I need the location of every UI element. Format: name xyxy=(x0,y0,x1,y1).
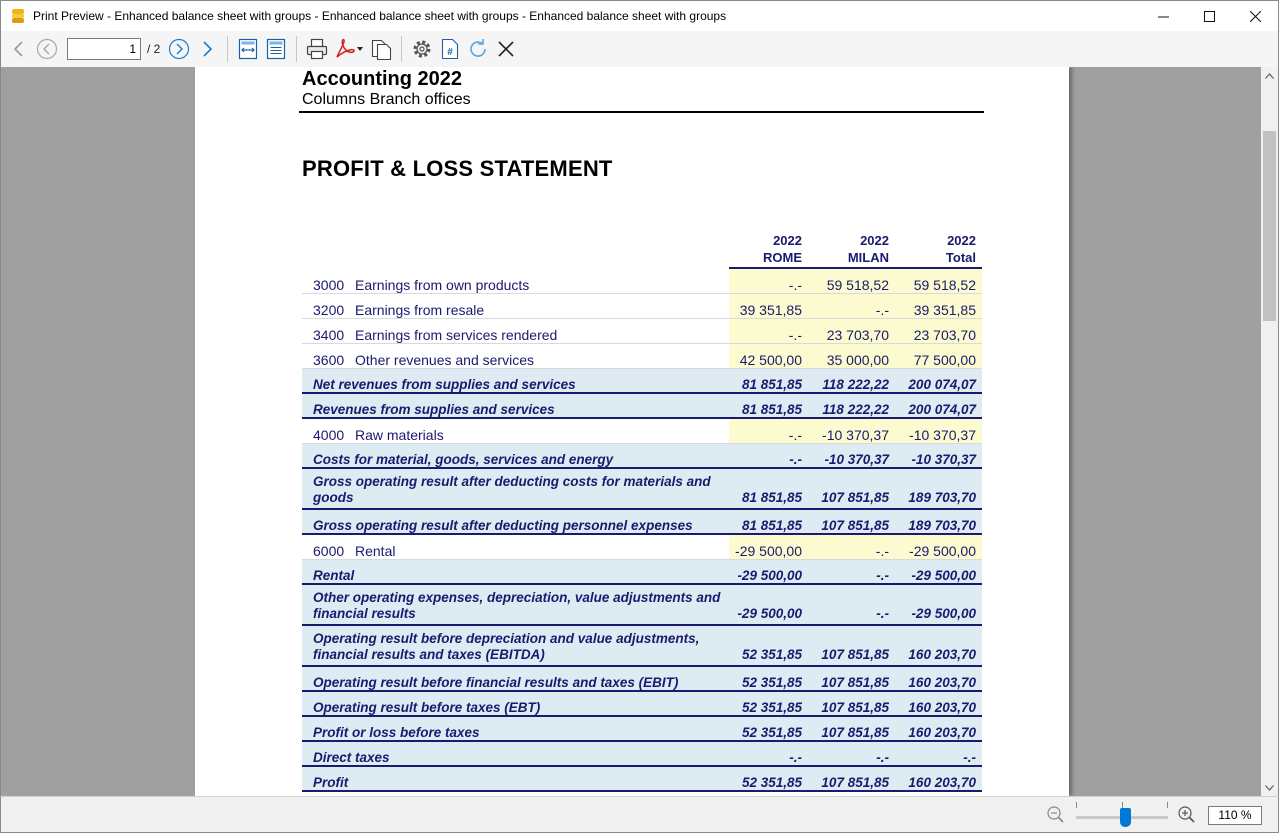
fit-page-icon xyxy=(265,38,287,60)
amount-rome: -.- xyxy=(729,741,808,766)
preview-area xyxy=(0,67,1279,796)
amount-milan: 107 851,85 xyxy=(808,625,895,666)
previous-page-button[interactable] xyxy=(33,35,61,63)
amount-rome: 39 351,85 xyxy=(729,293,808,318)
amount-milan: 35 000,00 xyxy=(808,343,895,368)
account-label xyxy=(302,534,729,559)
maximize-icon xyxy=(1204,11,1215,22)
account-description: Earnings from resale xyxy=(355,301,485,318)
amount-rome: 52 351,85 xyxy=(729,766,808,791)
document-title: Accounting 2022 xyxy=(302,68,463,90)
amount-rome: -.- xyxy=(729,318,808,343)
amount-milan: 107 851,85 xyxy=(808,691,895,716)
amount-milan: 107 851,85 xyxy=(808,468,895,509)
total-row xyxy=(302,584,982,625)
amount-total: 39 351,85 xyxy=(895,293,982,318)
amount-rome: -.- xyxy=(729,418,808,443)
total-label: Rental xyxy=(302,559,729,584)
amount-milan: -.- xyxy=(808,584,895,625)
toolbar-separator xyxy=(401,36,402,62)
amount-rome: -29 500,00 xyxy=(729,559,808,584)
export-copy-button[interactable] xyxy=(367,35,395,63)
settings-button[interactable] xyxy=(408,35,436,63)
minimize-icon xyxy=(1158,11,1169,22)
amount-milan: 118 222,22 xyxy=(808,393,895,418)
total-label: Revenues from supplies and services xyxy=(302,393,729,418)
amount-milan: -10 370,37 xyxy=(808,418,895,443)
total-label: Operating result before financial results and taxes (EBIT) xyxy=(302,666,729,691)
gear-icon xyxy=(410,37,434,61)
total-label: Gross operating result after deducting personnel expenses xyxy=(302,509,729,534)
zoom-in-button[interactable] xyxy=(1177,805,1197,828)
amount-rome: 81 851,85 xyxy=(729,393,808,418)
total-row xyxy=(302,559,982,584)
status-bar xyxy=(0,796,1279,833)
amount-milan: -.- xyxy=(808,559,895,584)
total-row xyxy=(302,625,982,666)
fit-page-button[interactable] xyxy=(262,35,290,63)
total-row xyxy=(302,691,982,716)
amount-rome: -.- xyxy=(729,443,808,468)
total-row xyxy=(302,443,982,468)
close-icon xyxy=(496,39,516,59)
chevron-right-icon xyxy=(200,40,214,58)
total-label: Direct taxes xyxy=(302,741,729,766)
amount-milan: 107 851,85 xyxy=(808,716,895,741)
amount-total: 59 518,52 xyxy=(895,268,982,293)
total-label: Profit or loss before taxes xyxy=(302,716,729,741)
amount-milan: 59 518,52 xyxy=(808,268,895,293)
account-code: 3600 xyxy=(313,351,345,368)
account-description: Earnings from own products xyxy=(355,276,530,293)
amount-total: 77 500,00 xyxy=(895,343,982,368)
scrollbar-thumb[interactable] xyxy=(1263,131,1276,321)
amount-rome: 42 500,00 xyxy=(729,343,808,368)
slider-tick xyxy=(1076,802,1077,808)
amount-total: -29 500,00 xyxy=(895,534,982,559)
total-label: Operating result before taxes (EBT) xyxy=(302,691,729,716)
total-label: Net revenues from supplies and services xyxy=(302,368,729,393)
account-description: Rental xyxy=(355,542,396,559)
circle-chevron-right-icon xyxy=(168,38,190,60)
total-row xyxy=(302,741,982,766)
column-header-total: 2022 Total xyxy=(895,230,982,268)
maximize-button[interactable] xyxy=(1186,1,1232,32)
amount-total: 189 703,70 xyxy=(895,509,982,534)
account-label xyxy=(302,318,729,343)
table-header-row xyxy=(302,230,982,268)
zoom-out-button[interactable] xyxy=(1046,805,1066,828)
printer-icon xyxy=(305,38,329,60)
account-row xyxy=(302,534,982,559)
amount-rome: 81 851,85 xyxy=(729,468,808,509)
slider-tick xyxy=(1167,802,1168,808)
toolbar-separator xyxy=(227,36,228,62)
amount-milan: 23 703,70 xyxy=(808,318,895,343)
zoom-out-icon xyxy=(1046,805,1066,825)
document-subtitle: Columns Branch offices xyxy=(302,91,471,108)
chevron-left-icon xyxy=(12,40,26,58)
toolbar-separator xyxy=(296,36,297,62)
total-label: Gross operating result after deducting costs for materials and goods xyxy=(302,468,729,509)
total-label: Operating result before depreciation and value adjustments, financial results and taxes (EBITDA) xyxy=(302,625,729,666)
amount-total: -29 500,00 xyxy=(895,584,982,625)
total-label: Other operating expenses, depreciation, value adjustments and financial results xyxy=(302,584,729,625)
amount-rome: 52 351,85 xyxy=(729,716,808,741)
close-icon xyxy=(1250,11,1261,22)
amount-milan: -10 370,37 xyxy=(808,443,895,468)
amount-total: 160 203,70 xyxy=(895,625,982,666)
total-row xyxy=(302,766,982,791)
column-header-rome: 2022 ROME xyxy=(729,230,808,268)
refresh-button[interactable] xyxy=(464,35,492,63)
account-label xyxy=(302,268,729,293)
account-description: Earnings from services rendered xyxy=(355,326,558,343)
svg-text:#: # xyxy=(447,47,454,58)
toolbar xyxy=(0,31,1279,67)
account-label xyxy=(302,418,729,443)
amount-milan: -.- xyxy=(808,534,895,559)
refresh-icon xyxy=(466,37,490,61)
amount-total: 200 074,07 xyxy=(895,393,982,418)
account-description: Raw materials xyxy=(355,426,444,443)
amount-total: -29 500,00 xyxy=(895,559,982,584)
scroll-down-button[interactable] xyxy=(1261,779,1278,796)
amount-total: -10 370,37 xyxy=(895,443,982,468)
export-pdf-button[interactable] xyxy=(331,35,367,63)
next-page-button[interactable] xyxy=(165,35,193,63)
page-total-label: / 2 xyxy=(147,42,161,56)
amount-milan: 107 851,85 xyxy=(808,766,895,791)
account-row xyxy=(302,318,982,343)
page-number-input[interactable] xyxy=(67,38,141,60)
amount-total: 200 074,07 xyxy=(895,368,982,393)
app-logo-icon xyxy=(10,8,26,24)
profit-loss-table xyxy=(302,230,982,792)
amount-rome: -29 500,00 xyxy=(729,534,808,559)
print-button[interactable] xyxy=(303,35,331,63)
scroll-up-button[interactable] xyxy=(1261,67,1278,84)
column-header-milan: 2022 MILAN xyxy=(808,230,895,268)
total-row xyxy=(302,509,982,534)
fit-width-button[interactable] xyxy=(234,35,262,63)
amount-rome: 52 351,85 xyxy=(729,691,808,716)
amount-rome: 81 851,85 xyxy=(729,509,808,534)
close-window-button[interactable] xyxy=(1232,1,1278,32)
account-code: 3200 xyxy=(313,301,345,318)
amount-total: 160 203,70 xyxy=(895,666,982,691)
copy-pages-icon xyxy=(369,37,393,61)
amount-milan: -.- xyxy=(808,741,895,766)
amount-milan: 118 222,22 xyxy=(808,368,895,393)
amount-milan: -.- xyxy=(808,293,895,318)
amount-total: 160 203,70 xyxy=(895,716,982,741)
zoom-level-field[interactable]: 110 % xyxy=(1208,806,1262,825)
title-bar xyxy=(0,0,1279,31)
account-code: 3000 xyxy=(313,276,345,293)
amount-total: 160 203,70 xyxy=(895,766,982,791)
page-number-icon xyxy=(439,37,461,61)
total-label: Costs for material, goods, services and energy xyxy=(302,443,729,468)
report-title: PROFIT & LOSS STATEMENT xyxy=(302,156,613,181)
header-blank xyxy=(302,230,729,268)
account-description: Other revenues and services xyxy=(355,351,534,368)
amount-total: 189 703,70 xyxy=(895,468,982,509)
amount-total: 23 703,70 xyxy=(895,318,982,343)
first-page-button[interactable] xyxy=(5,35,33,63)
chevron-down-icon xyxy=(1265,785,1274,791)
amount-rome: 81 851,85 xyxy=(729,368,808,393)
circle-chevron-left-icon xyxy=(36,38,58,60)
chevron-up-icon xyxy=(1265,73,1274,79)
fit-width-icon xyxy=(237,38,259,60)
account-row xyxy=(302,293,982,318)
amount-milan: 107 851,85 xyxy=(808,666,895,691)
pdf-icon xyxy=(333,38,365,60)
account-label xyxy=(302,293,729,318)
document-page xyxy=(195,67,1069,796)
account-code: 6000 xyxy=(313,542,345,559)
total-row xyxy=(302,666,982,691)
total-row xyxy=(302,368,982,393)
close-preview-button[interactable] xyxy=(492,35,520,63)
amount-rome: 52 351,85 xyxy=(729,666,808,691)
amount-rome: 52 351,85 xyxy=(729,625,808,666)
amount-rome: -.- xyxy=(729,268,808,293)
account-row xyxy=(302,418,982,443)
header-divider xyxy=(299,111,984,113)
total-row xyxy=(302,393,982,418)
account-code: 3400 xyxy=(313,326,345,343)
total-row xyxy=(302,716,982,741)
amount-total: 160 203,70 xyxy=(895,691,982,716)
page-numbers-button[interactable] xyxy=(436,35,464,63)
amount-milan: 107 851,85 xyxy=(808,509,895,534)
zoom-in-icon xyxy=(1177,805,1197,825)
vertical-scrollbar[interactable] xyxy=(1261,67,1278,796)
account-row xyxy=(302,343,982,368)
account-row xyxy=(302,268,982,293)
amount-total: -10 370,37 xyxy=(895,418,982,443)
amount-total: -.- xyxy=(895,741,982,766)
account-code: 4000 xyxy=(313,426,345,443)
last-page-button[interactable] xyxy=(193,35,221,63)
account-label xyxy=(302,343,729,368)
zoom-slider-thumb[interactable] xyxy=(1120,808,1131,827)
amount-rome: -29 500,00 xyxy=(729,584,808,625)
total-label: Profit xyxy=(302,766,729,791)
window-title: Print Preview - Enhanced balance sheet with groups - Enhanced balance sheet with groups - Enhanced balance sheet with groups xyxy=(33,9,727,23)
minimize-button[interactable] xyxy=(1140,1,1186,32)
total-row xyxy=(302,468,982,509)
